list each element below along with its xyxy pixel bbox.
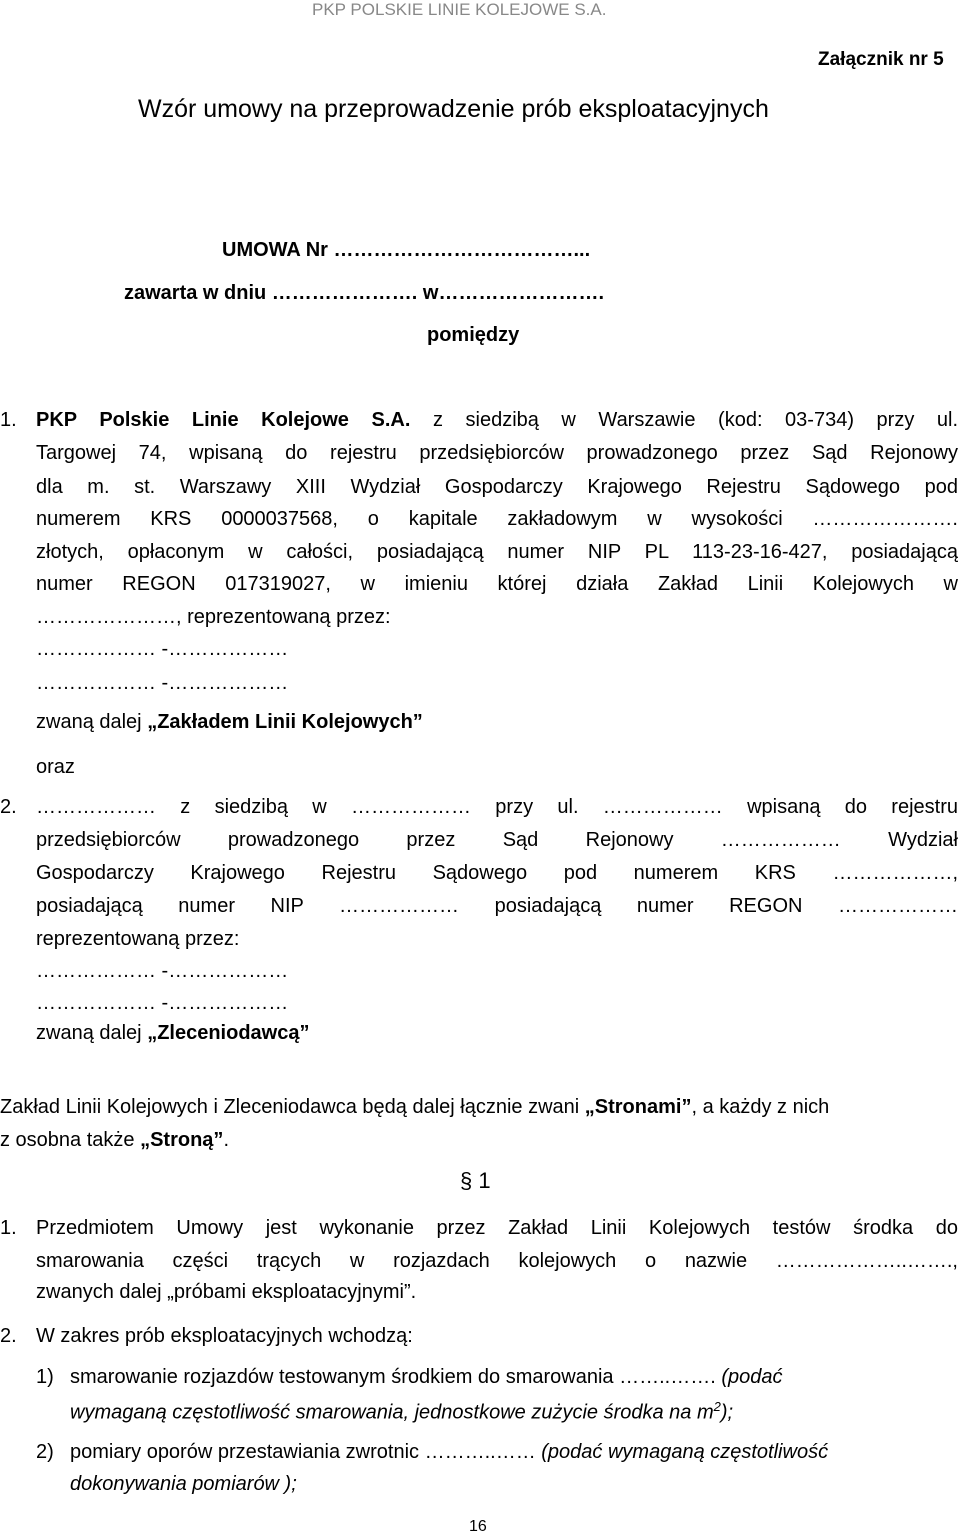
p1-line1: Przedmiotem Umowy jest wykonanie przez Zakład Linii Kolejowych testów środka do xyxy=(36,1217,958,1239)
party2-line5: reprezentowaną przez: xyxy=(36,928,240,950)
p2-item2-note: (podać wymaganą częstotliwość xyxy=(541,1441,829,1463)
party1-number: 1. xyxy=(0,409,17,431)
parties-term-stronami: „Stronami” xyxy=(584,1096,692,1118)
party1-line1-rest: z siedzibą w Warszawie (kod: 03-734) przy ul. xyxy=(410,409,959,431)
p2-item1-line2 xyxy=(70,1400,733,1423)
party2-representative-1: ……………… -……………… xyxy=(36,960,289,982)
p2-item1-number: 1) xyxy=(36,1366,54,1388)
company-header: PKP POLSKIE LINIE KOLEJOWE S.A. xyxy=(312,0,607,19)
party2-called-prefix: zwaną dalej xyxy=(36,1022,148,1044)
parties-definition-line1 xyxy=(0,1097,829,1117)
party2-line1: ……………… z siedzibą w ……………… przy ul. ……………… wpisaną do rejestru xyxy=(36,796,958,818)
party1-representative-2: ……………… -……………… xyxy=(36,672,289,694)
attachment-label: Załącznik nr 5 xyxy=(818,49,944,70)
document-title: Wzór umowy na przeprowadzenie prób eksploatacyjnych xyxy=(138,95,769,123)
p2-item2-line2: dokonywania pomiarów ); xyxy=(70,1473,297,1495)
party2-line4: posiadającą numer NIP ……………… posiadającą numer REGON ……………… xyxy=(36,895,958,917)
p2-item1-note-cont: wymaganą częstotliwość smarowania, jednostkowe zużycie środka na m xyxy=(70,1401,714,1424)
party1-line1 xyxy=(36,409,958,432)
party1-line6: numer REGON 017319027, w imieniu której działa Zakład Linii Kolejowych w xyxy=(36,573,958,595)
party2-called-name: „Zleceniodawcą” xyxy=(147,1022,310,1044)
party1-line4: numerem KRS 0000037568, o kapitale zakładowym w wysokości …………………. xyxy=(36,508,958,530)
party1-called-name: „Zakładem Linii Kolejowych” xyxy=(147,711,423,733)
page-number: 16 xyxy=(469,1518,487,1535)
parties-term-strona: „Stroną” xyxy=(140,1129,224,1151)
party1-line5: złotych, opłaconym w całości, posiadającą numer NIP PL 113-23-16-427, posiadającą xyxy=(36,541,958,563)
oraz-label: oraz xyxy=(36,756,75,778)
party2-representative-2: ……………… -……………… xyxy=(36,992,289,1014)
party1-line2: Targowej 74, wpisaną do rejestru przedsiębiorców prowadzonego przez Sąd Rejonowy xyxy=(36,442,958,464)
p2-item1-text: smarowanie rozjazdów testowanym środkiem do smarowania ……..……. xyxy=(70,1366,722,1388)
parties-text-2a: z osobna także xyxy=(0,1129,141,1151)
party1-line3: dla m. st. Warszawy XIII Wydział Gospodarczy Krajowego Rejestru Sądowego pod xyxy=(36,476,958,498)
parties-text-c: , a każdy z nich xyxy=(691,1096,830,1118)
party1-called-prefix: zwaną dalej xyxy=(36,711,148,733)
p2-text: W zakres prób eksploatacyjnych wchodzą: xyxy=(36,1325,413,1347)
party1-line7: …………………, reprezentowaną przez: xyxy=(36,606,391,628)
p2-item2-number: 2) xyxy=(36,1441,54,1463)
p2-item1-end: ); xyxy=(720,1401,734,1424)
agreement-title: UMOWA Nr ………………………………... xyxy=(222,239,591,261)
p1-line3: zwanych dalej „próbami eksploatacyjnymi”. xyxy=(36,1281,417,1303)
parties-text-a: Zakład Linii Kolejowych i Zleceniodawca będą dalej łącznie zwani xyxy=(0,1096,585,1118)
agreement-date-place: zawarta w dniu …………………. w……………………. xyxy=(124,282,605,304)
party2-line3: Gospodarczy Krajowego Rejestru Sądowego pod numerem KRS ………………, xyxy=(36,862,958,884)
p1-line2: smarowania części trących w rozjazdach kolejowych o nazwie ………………..……., xyxy=(36,1250,958,1272)
party2-called xyxy=(36,1022,309,1045)
party1-called xyxy=(36,711,423,734)
p2-item1-note: (podać xyxy=(721,1366,783,1388)
p2-item1-line1 xyxy=(70,1367,783,1387)
between-label: pomiędzy xyxy=(427,324,520,346)
party1-name: PKP Polskie Linie Kolejowe S.A. xyxy=(36,409,411,431)
party2-line2: przedsiębiorców prowadzonego przez Sąd Rejonowy ……………… Wydział xyxy=(36,829,958,851)
party1-representative-1: ……………… -……………… xyxy=(36,638,289,660)
p2-item1-superscript: 2 xyxy=(713,1399,721,1414)
section-heading: § 1 xyxy=(460,1168,491,1193)
p2-item2-text: pomiary oporów przestawiania zwrotnic ………..…… xyxy=(70,1441,542,1463)
party2-number: 2. xyxy=(0,796,17,818)
parties-text-2c: . xyxy=(223,1129,229,1151)
p1-number: 1. xyxy=(0,1217,17,1239)
p2-item2-line1 xyxy=(70,1442,828,1462)
parties-definition-line2 xyxy=(0,1130,229,1150)
p2-number: 2. xyxy=(0,1325,17,1347)
